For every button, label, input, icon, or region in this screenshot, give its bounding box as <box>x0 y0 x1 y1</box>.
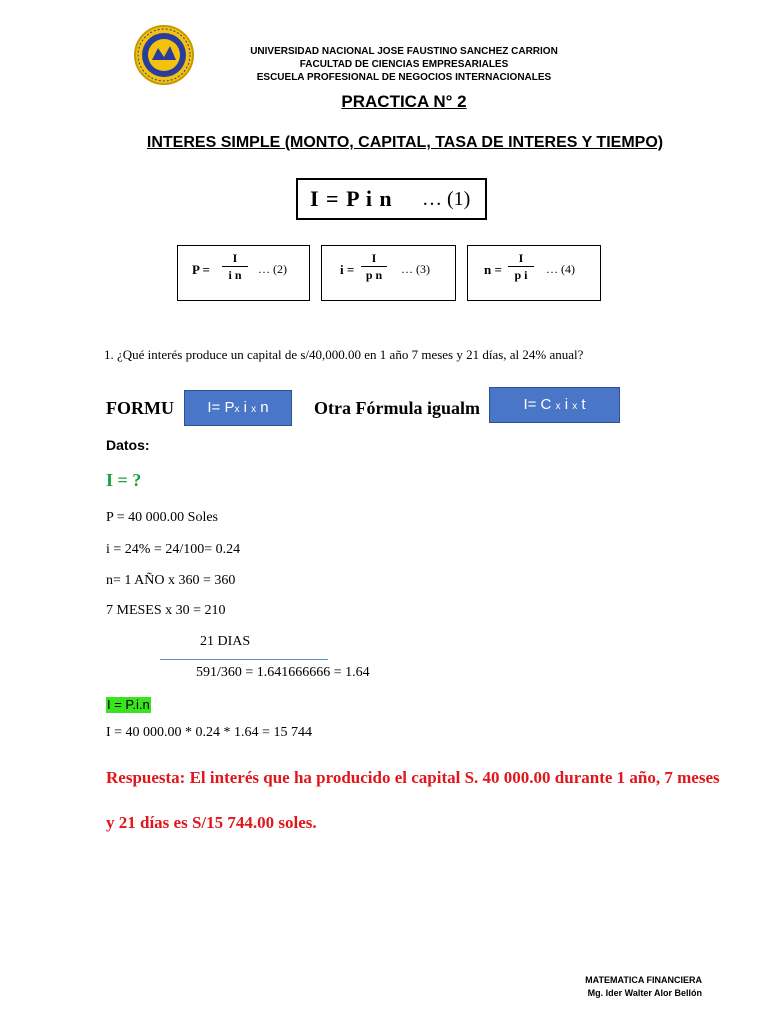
footer-teacher: Mg. Ider Walter Alor Bellón <box>587 988 702 998</box>
rate-line: i = 24% = 24/100= 0.24 <box>106 542 241 557</box>
result-line: I = 40 000.00 * 0.24 * 1.64 = 15 744 <box>106 725 312 740</box>
formula-n-numerator: I <box>508 251 534 267</box>
other-formula-label: Otra Fórmula igualm <box>314 398 480 418</box>
main-formula: I = P i n <box>310 186 393 211</box>
formula-n-denominator: p i <box>514 268 528 282</box>
box2-times-1: x <box>555 401 561 412</box>
days-line: 21 DIAS <box>200 634 251 649</box>
months-line: 7 MESES x 30 = 210 <box>106 603 226 618</box>
formula-i-number: … (3) <box>401 262 430 276</box>
box1-part-a: I= P <box>207 399 235 416</box>
formula-p-number: … (2) <box>258 262 287 276</box>
formula-i-box <box>321 245 456 301</box>
university-name: UNIVERSIDAD NACIONAL JOSE FAUSTINO SANCHEZ CARRION <box>250 46 558 57</box>
box1-part-b: i <box>239 399 252 416</box>
box1-times-2: x <box>251 404 257 415</box>
footer-course: MATEMATICA FINANCIERA <box>585 975 702 985</box>
data-heading: Datos: <box>106 437 150 453</box>
formula-n-fraction <box>508 251 534 282</box>
formula-i-numerator: I <box>361 251 387 267</box>
formula-i-fraction <box>361 251 387 282</box>
box1-part-c: n <box>256 399 269 416</box>
sum-rule <box>160 659 328 660</box>
formula-p-fraction <box>222 251 248 282</box>
box2-part-b: i <box>560 396 573 413</box>
highlighted-formula: I = P.i.n <box>107 697 150 712</box>
footer <box>520 974 702 1000</box>
page-subtitle: INTERES SIMPLE (MONTO, CAPITAL, TASA DE INTERES Y TIEMPO) <box>146 134 664 151</box>
box1-times-1: x <box>234 404 240 415</box>
header-block <box>150 45 658 84</box>
principal-line: P = 40 000.00 Soles <box>106 510 218 525</box>
main-formula-box <box>296 178 487 220</box>
formula-label: FORMU <box>106 398 174 418</box>
answer-text: Respuesta: El interés que ha producido el capital S. 40 000.00 durante 1 año, 7 meses y 21 días es S/15 744.00 soles. <box>106 768 720 832</box>
formula-p-numerator: I <box>222 251 248 267</box>
formula-p-denominator: i n <box>228 268 242 282</box>
formula-i-denominator: p n <box>365 268 383 282</box>
formula-n-number: … (4) <box>546 262 575 276</box>
question-1: 1. ¿Qué interés produce un capital de s/40,000.00 en 1 año 7 meses y 21 días, al 24% anual? <box>104 347 584 362</box>
years-line: n= 1 AÑO x 360 = 360 <box>106 573 236 588</box>
formula-box-pin <box>184 390 292 426</box>
box2-part-a: I= C <box>523 396 556 413</box>
formula-n-box <box>467 245 601 301</box>
faculty-name: FACULTAD DE CIENCIAS EMPRESARIALES <box>299 59 509 70</box>
box2-part-c: t <box>577 396 586 413</box>
unknown-interest: I = ? <box>106 470 142 490</box>
formula-p-box <box>177 245 310 301</box>
practice-title: PRACTICA N° 2 <box>341 92 467 111</box>
formula-p-lhs: P = <box>192 262 210 277</box>
total-time-line: 591/360 = 1.641666666 = 1.64 <box>196 665 370 680</box>
school-name: ESCUELA PROFESIONAL DE NEGOCIOS INTERNACIONALES <box>256 72 552 83</box>
main-formula-number: … (1) <box>422 188 471 210</box>
formula-i-lhs: i = <box>340 262 355 277</box>
box2-times-2: x <box>572 401 578 412</box>
formula-n-lhs: n = <box>484 262 502 277</box>
formula-box-cit <box>489 387 620 423</box>
